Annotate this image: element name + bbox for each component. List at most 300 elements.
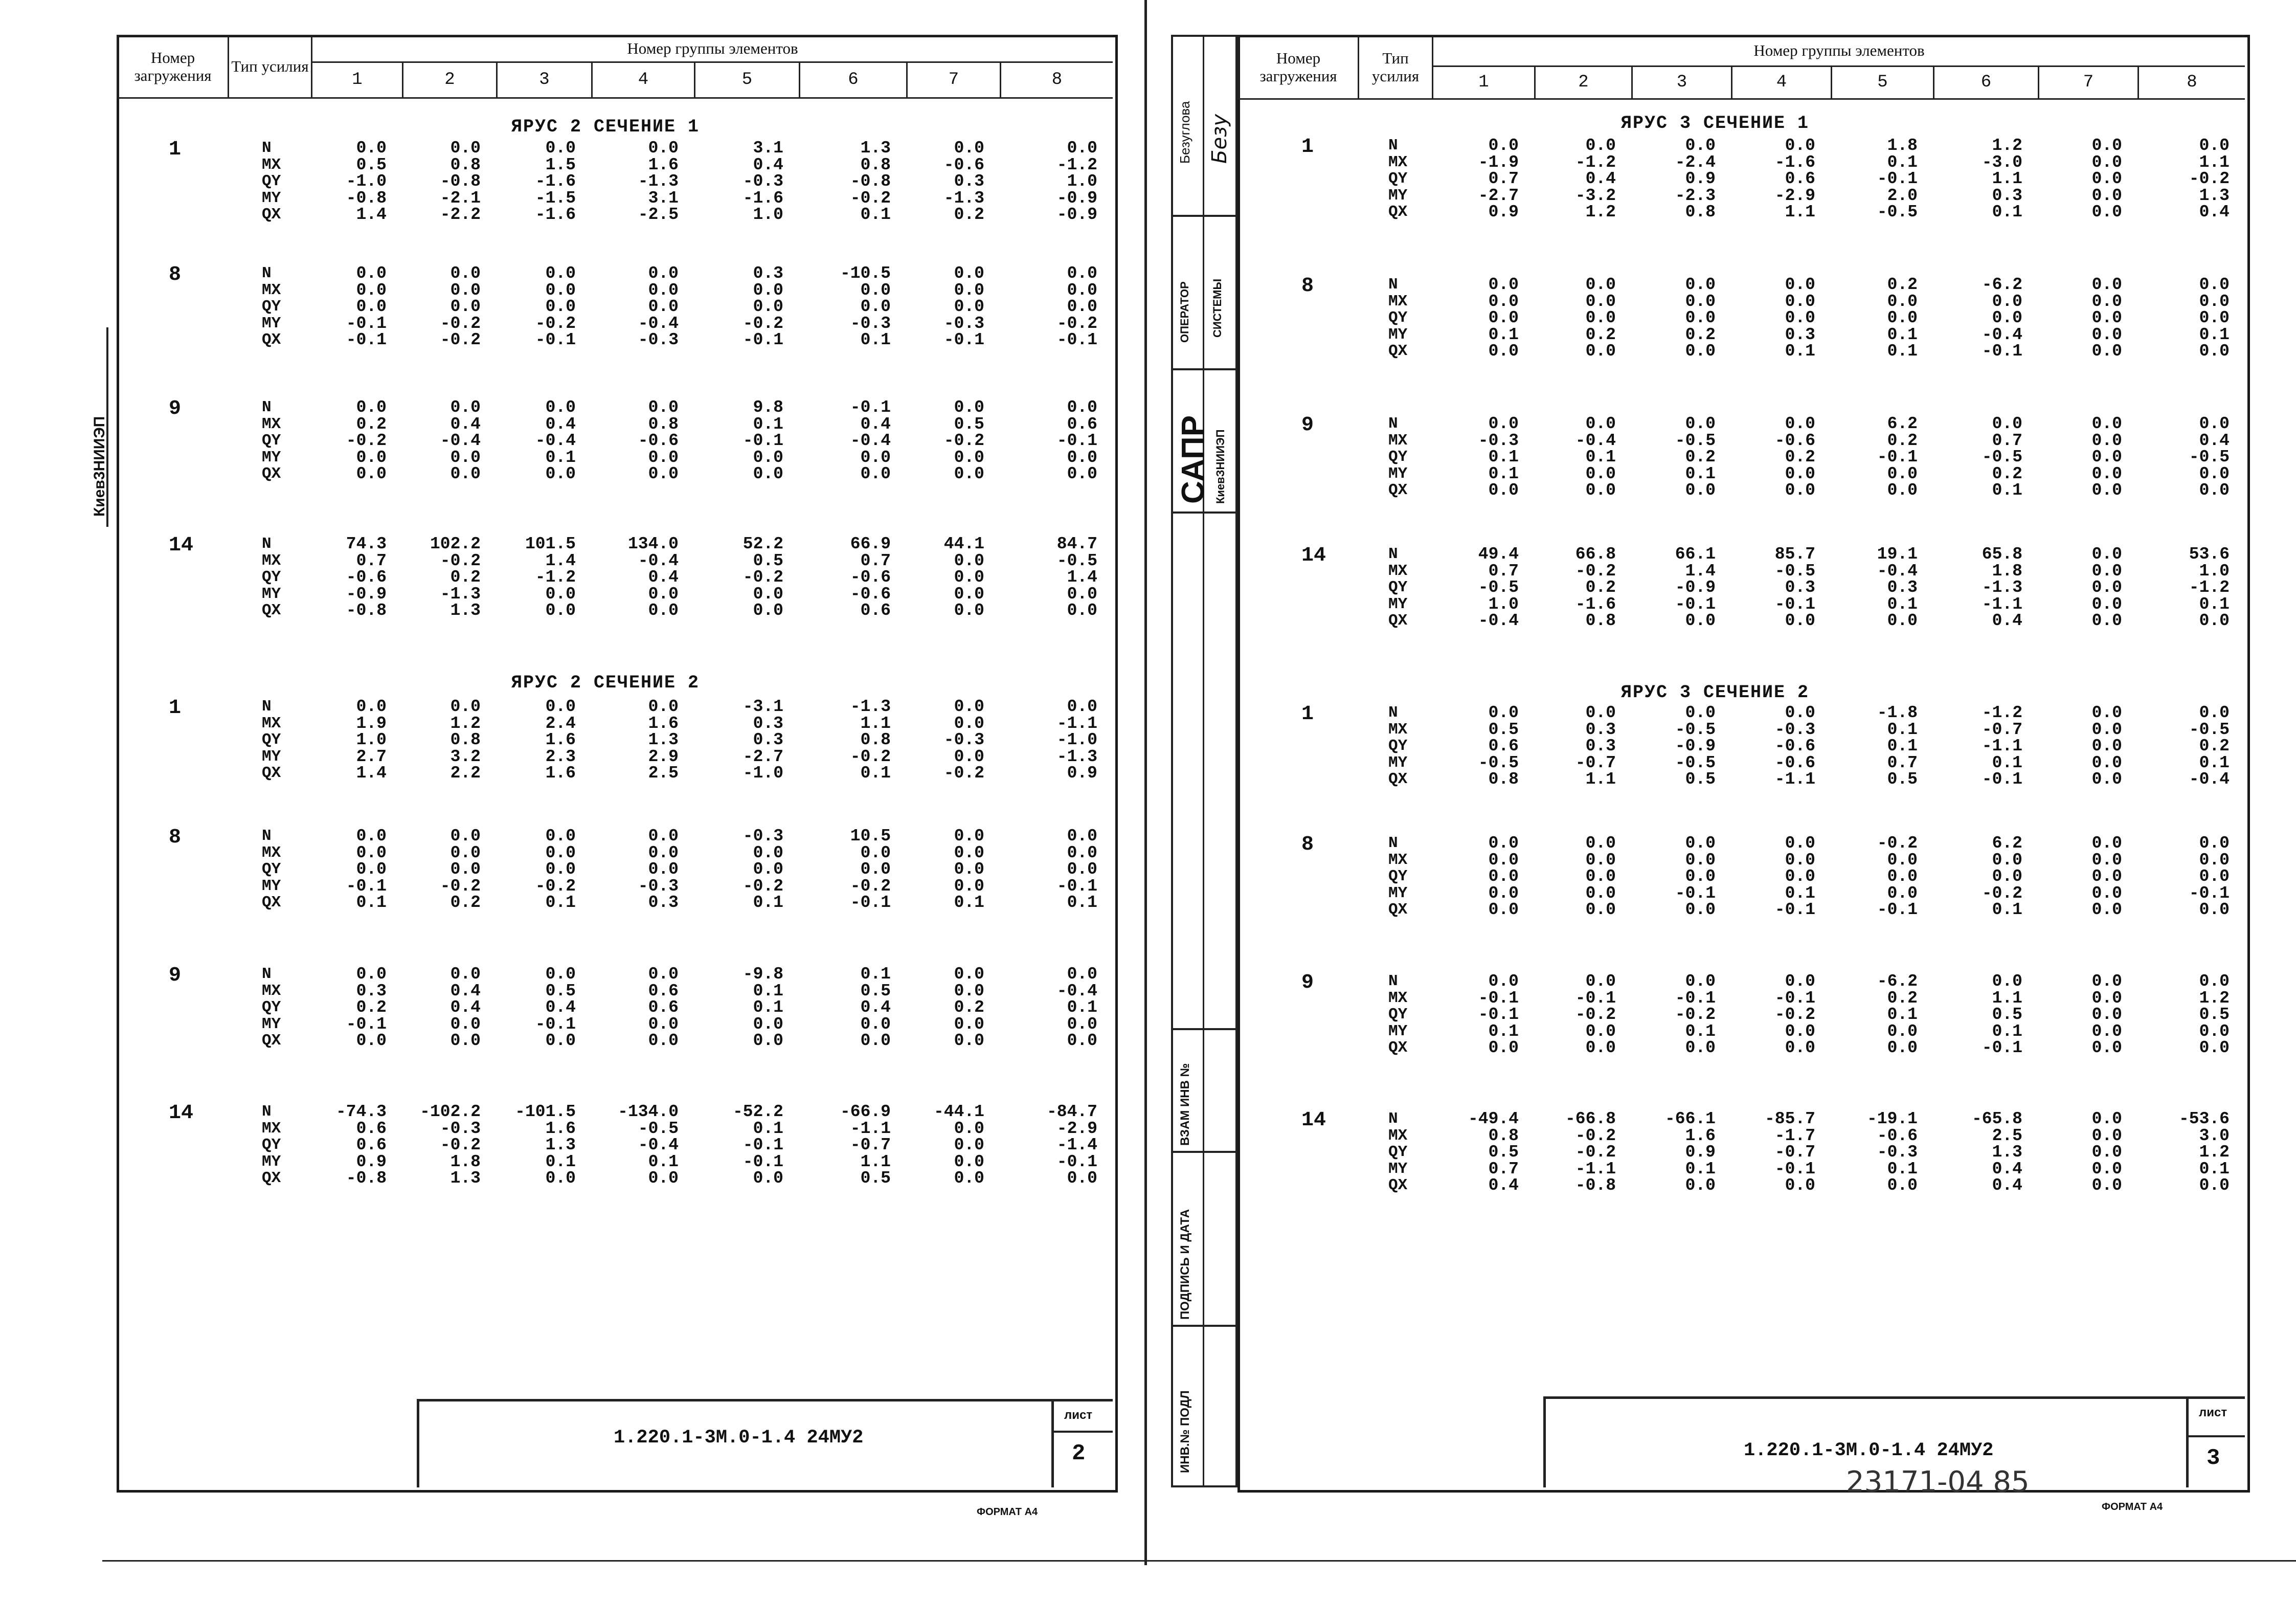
table-cell-value: 0.1: [1488, 325, 1519, 344]
table-cell-value: 0.1: [1992, 203, 2022, 221]
table-cell-value: 0.1: [2199, 325, 2230, 344]
table-cell-value: 102.2: [430, 535, 481, 553]
force-type-label: MX: [262, 1119, 281, 1138]
table-cell-value: 0.0: [356, 1031, 387, 1050]
table-cell-value: 0.5: [545, 981, 576, 1000]
table-cell-value: -1.2: [2189, 578, 2230, 597]
table-cell-value: 0.3: [1887, 578, 1918, 597]
table-cell-value: 0.8: [1488, 770, 1519, 789]
table-cell-value: 10.5: [850, 827, 891, 846]
table-cell-value: 0.0: [2091, 1159, 2122, 1178]
stamp-column-mid: [1203, 35, 1204, 1487]
table-cell-value: 0.0: [1887, 308, 1918, 327]
table-cell-value: 1.1: [860, 1152, 891, 1171]
table-cell-value: 0.0: [954, 264, 984, 283]
bottom-fold-line: [102, 1560, 2296, 1562]
force-type-label: MX: [262, 843, 281, 862]
table-cell-value: 0.0: [2199, 1176, 2230, 1195]
sheet-number: 3: [2207, 1445, 2220, 1471]
force-type-label: N: [262, 827, 272, 845]
table-cell-value: 0.0: [2199, 850, 2230, 870]
force-type-label: MX: [262, 714, 281, 732]
table-cell-value: 0.1: [860, 205, 891, 224]
force-type-label: N: [1388, 545, 1398, 563]
table-cell-value: 1.4: [1067, 568, 1097, 587]
table-cell-value: 0.0: [648, 280, 679, 300]
table-cell-value: 0.0: [860, 297, 891, 316]
table-cell-value: 0.0: [954, 876, 984, 896]
table-cell-value: -85.7: [1764, 1109, 1815, 1128]
table-cell-value: 0.0: [1585, 1021, 1616, 1041]
table-cell-value: 0.0: [954, 584, 984, 604]
header-col-8: 8: [1000, 61, 1113, 97]
force-type-label: QY: [1388, 170, 1408, 188]
header-col-1: 1: [311, 61, 402, 97]
table-cell-value: 0.0: [1488, 703, 1519, 722]
table-cell-value: 2.5: [648, 764, 679, 783]
force-type-label: N: [262, 965, 272, 983]
table-cell-value: 2.7: [356, 747, 387, 766]
section-title: ЯРУС 2 СЕЧЕНИЕ 2: [511, 673, 700, 693]
table-cell-value: 0.6: [356, 1119, 387, 1138]
table-cell-value: -0.9: [1675, 578, 1716, 597]
load-number: 14: [1301, 544, 1326, 567]
table-cell-value: 0.0: [1067, 264, 1097, 283]
load-number: 8: [1301, 833, 1314, 856]
table-cell-value: 0.0: [1585, 464, 1616, 483]
document-code: 1.220.1-3М.0-1.4 24МУ2: [1744, 1440, 1994, 1461]
table-cell-value: -6.2: [1877, 972, 1918, 991]
table-cell-value: 0.0: [753, 860, 783, 879]
table-cell-value: -10.5: [840, 264, 891, 283]
table-cell-value: -0.1: [346, 314, 387, 333]
table-cell-value: -1.4: [1056, 1136, 1097, 1154]
table-cell-value: 0.0: [1488, 834, 1519, 853]
force-type-label: QX: [1388, 770, 1408, 788]
table-cell-value: -9.8: [742, 965, 783, 984]
force-type-label: QX: [1388, 612, 1408, 630]
table-cell-value: -49.4: [1468, 1109, 1519, 1128]
table-cell-value: 0.0: [954, 697, 984, 716]
table-cell-value: 0.0: [1585, 900, 1616, 919]
load-number: 8: [169, 826, 182, 849]
table-cell-value: 0.0: [648, 827, 679, 846]
stamp-bezuglova: Безуглова: [1177, 101, 1192, 164]
table-cell-value: 0.8: [1585, 611, 1616, 630]
table-cell-value: 0.2: [1887, 275, 1918, 294]
table-cell-value: -0.4: [638, 551, 679, 570]
table-cell-value: -0.6: [1774, 753, 1815, 772]
table-cell-value: 0.0: [356, 827, 387, 846]
table-cell-value: 0.6: [648, 998, 679, 1017]
table-cell-value: 0.7: [1488, 561, 1519, 581]
table-cell-value: -0.6: [346, 568, 387, 587]
table-cell-value: 0.0: [1685, 292, 1716, 311]
table-cell-value: 0.0: [648, 860, 679, 879]
table-cell-value: 0.8: [1488, 1126, 1519, 1145]
table-cell-value: 0.0: [545, 1169, 576, 1188]
table-cell-value: -0.2: [1056, 314, 1097, 333]
table-cell-value: 0.3: [753, 730, 783, 749]
table-cell-value: -1.3: [440, 584, 481, 604]
table-cell-value: -0.1: [742, 1136, 783, 1154]
table-cell-value: -1.5: [535, 188, 576, 208]
table-cell-value: 0.0: [545, 584, 576, 604]
table-cell-value: 0.1: [1585, 448, 1616, 466]
table-cell-value: 0.0: [2091, 753, 2122, 772]
table-cell-value: 0.0: [2091, 325, 2122, 344]
table-cell-value: 0.9: [1685, 1143, 1716, 1162]
table-cell-value: 65.8: [1982, 545, 2022, 564]
table-cell-value: 0.0: [545, 843, 576, 862]
table-cell-value: -0.2: [440, 314, 481, 333]
table-cell-value: 0.0: [1585, 136, 1616, 155]
stamp-div-4: [1171, 1028, 1237, 1030]
stamp-vzam: ВЗАМ ИНВ №: [1178, 1063, 1192, 1146]
table-cell-value: 0.4: [860, 998, 891, 1017]
table-cell-value: -1.3: [638, 172, 679, 191]
force-type-label: N: [262, 1103, 272, 1121]
table-cell-value: 0.0: [860, 843, 891, 862]
table-cell-value: 85.7: [1774, 545, 1815, 564]
table-cell-value: 0.1: [954, 893, 984, 912]
table-cell-value: 0.7: [1887, 753, 1918, 772]
table-cell-value: 0.9: [356, 1152, 387, 1171]
table-cell-value: -2.7: [1478, 186, 1519, 205]
force-type-label: MY: [262, 189, 281, 207]
force-type-label: MY: [1388, 325, 1408, 344]
force-type-label: N: [262, 698, 272, 716]
table-cell-value: 0.3: [1585, 720, 1616, 739]
table-cell-value: 0.0: [2091, 431, 2122, 450]
table-cell-value: 0.0: [954, 297, 984, 316]
header-force-type: Тип усилия: [1358, 35, 1432, 98]
table-cell-value: 0.3: [1992, 186, 2022, 205]
table-cell-value: 0.0: [450, 297, 481, 316]
table-cell-value: -0.3: [638, 876, 679, 896]
table-cell-value: 0.0: [2199, 1038, 2230, 1057]
table-cell-value: -0.2: [2189, 169, 2230, 188]
table-cell-value: 0.0: [356, 843, 387, 862]
table-cell-value: -0.2: [346, 431, 387, 450]
table-cell-value: -0.3: [1774, 720, 1815, 739]
table-cell-value: 0.0: [356, 398, 387, 417]
table-cell-value: -0.2: [440, 551, 481, 570]
table-cell-value: 0.0: [450, 464, 481, 483]
table-cell-value: -1.1: [850, 1119, 891, 1138]
table-cell-value: 0.4: [545, 414, 576, 434]
table-cell-value: 0.0: [2091, 1109, 2122, 1128]
table-cell-value: -0.2: [440, 1136, 481, 1154]
table-cell-value: -0.1: [2189, 883, 2230, 903]
header-col-8: 8: [2137, 65, 2245, 98]
table-cell-value: 0.0: [1685, 867, 1716, 886]
force-type-label: N: [1388, 834, 1398, 852]
table-cell-value: 0.1: [753, 414, 783, 434]
table-cell-value: 0.0: [1785, 703, 1815, 722]
table-cell-value: -0.6: [850, 584, 891, 604]
table-cell-value: 0.0: [954, 139, 984, 158]
table-cell-value: 0.0: [2199, 611, 2230, 630]
table-cell-value: 0.0: [1488, 136, 1519, 155]
table-cell-value: 0.1: [1488, 1021, 1519, 1041]
table-cell-value: 0.0: [1685, 481, 1716, 500]
table-cell-value: -0.2: [850, 188, 891, 208]
header-col-2: 2: [402, 61, 496, 97]
table-cell-value: 0.1: [356, 893, 387, 912]
table-cell-value: -19.1: [1866, 1109, 1918, 1128]
table-cell-value: 0.0: [1585, 342, 1616, 361]
table-cell-value: -0.2: [1774, 1005, 1815, 1024]
left-margin-line: [106, 327, 108, 527]
table-cell-value: 0.8: [1685, 203, 1716, 221]
table-cell-value: 0.0: [2091, 545, 2122, 564]
table-cell-value: 0.0: [2091, 169, 2122, 188]
table-cell-value: 0.0: [2091, 308, 2122, 327]
force-type-label: MY: [1388, 464, 1408, 483]
table-cell-value: 0.0: [1585, 972, 1616, 991]
table-cell-value: 0.0: [860, 464, 891, 483]
table-cell-value: -102.2: [420, 1102, 481, 1121]
table-cell-value: 0.2: [450, 568, 481, 587]
force-type-label: MX: [1388, 851, 1408, 869]
table-cell-value: 0.9: [1488, 203, 1519, 221]
table-cell-value: 0.0: [1067, 280, 1097, 300]
force-type-label: MX: [262, 415, 281, 433]
table-cell-value: -0.8: [346, 188, 387, 208]
table-cell-value: 0.0: [356, 448, 387, 467]
table-cell-value: 0.0: [1685, 1176, 1716, 1195]
force-type-label: QX: [262, 894, 281, 911]
force-type-label: N: [1388, 137, 1398, 154]
table-cell-value: -1.6: [1774, 152, 1815, 172]
table-cell-value: -0.1: [1675, 883, 1716, 903]
table-cell-value: 0.0: [545, 697, 576, 716]
table-cell-value: 44.1: [943, 535, 984, 553]
force-type-label: QX: [1388, 481, 1408, 499]
table-cell-value: 0.1: [2199, 1159, 2230, 1178]
table-cell-value: 1.6: [648, 714, 679, 733]
table-cell-value: 0.1: [753, 893, 783, 912]
table-cell-value: 0.0: [2199, 275, 2230, 294]
table-cell-value: 0.0: [2091, 481, 2122, 500]
table-cell-value: 0.0: [2091, 737, 2122, 755]
table-cell-value: 0.0: [1067, 1169, 1097, 1188]
table-cell-value: -2.5: [638, 205, 679, 224]
table-cell-value: -0.1: [850, 893, 891, 912]
table-cell-value: 0.1: [1887, 152, 1918, 172]
table-cell-value: 0.3: [648, 893, 679, 912]
force-type-label: QY: [262, 432, 281, 450]
table-cell-value: 0.0: [860, 1031, 891, 1050]
table-cell-value: 0.5: [356, 155, 387, 174]
table-cell-value: -1.3: [850, 697, 891, 716]
table-cell-value: -0.2: [1877, 834, 1918, 853]
table-cell-value: 0.0: [1785, 867, 1815, 886]
table-cell-value: 0.7: [1488, 1159, 1519, 1178]
table-cell-value: 0.0: [450, 264, 481, 283]
table-cell-value: -0.2: [535, 314, 576, 333]
force-type-label: QX: [1388, 901, 1408, 919]
stamp-kiev: КиевЗНИИЭП: [1214, 429, 1227, 504]
table-cell-value: 0.0: [753, 1031, 783, 1050]
force-type-label: QY: [1388, 578, 1408, 596]
table-cell-value: -0.5: [1675, 431, 1716, 450]
table-cell-value: 0.0: [2091, 867, 2122, 886]
table-cell-value: 1.3: [2199, 186, 2230, 205]
table-cell-value: 0.0: [1887, 850, 1918, 870]
table-cell-value: 0.0: [450, 398, 481, 417]
table-cell-value: 0.0: [1685, 414, 1716, 433]
table-cell-value: 2.4: [545, 714, 576, 733]
header-bottom-line: [117, 97, 1113, 99]
table-cell-value: 0.0: [1887, 611, 1918, 630]
header-col-4: 4: [591, 61, 694, 97]
table-cell-value: 0.0: [1488, 414, 1519, 433]
table-cell-value: 3.1: [648, 188, 679, 208]
table-cell-value: 0.5: [1488, 720, 1519, 739]
table-cell-value: 1.8: [1992, 561, 2022, 581]
table-cell-value: -0.1: [535, 1014, 576, 1034]
table-cell-value: 0.0: [954, 981, 984, 1000]
load-number: 9: [1301, 971, 1314, 994]
table-cell-value: 1.3: [545, 1136, 576, 1154]
table-cell-value: 0.4: [753, 155, 783, 174]
table-cell-value: -66.9: [840, 1102, 891, 1121]
load-number: 1: [1301, 136, 1314, 159]
table-cell-value: -0.3: [943, 730, 984, 749]
table-cell-value: 0.0: [954, 747, 984, 766]
table-cell-value: 0.0: [2091, 414, 2122, 433]
table-cell-value: 1.5: [545, 155, 576, 174]
force-type-label: QX: [262, 764, 281, 782]
left-margin-stamp: Киев3НИИЭП: [91, 416, 108, 517]
table-cell-value: 0.1: [860, 965, 891, 984]
table-cell-value: 0.0: [648, 264, 679, 283]
table-cell-value: 1.1: [1992, 988, 2022, 1008]
table-cell-value: 0.0: [648, 584, 679, 604]
table-cell-value: 0.0: [648, 139, 679, 158]
table-cell-value: -0.1: [1877, 448, 1918, 466]
table-cell-value: 0.0: [1992, 867, 2022, 886]
table-cell-value: -0.2: [742, 876, 783, 896]
table-cell-value: 0.2: [1585, 578, 1616, 597]
table-cell-value: 0.1: [1785, 883, 1815, 903]
table-cell-value: 0.0: [1785, 972, 1815, 991]
table-cell-value: 0.0: [1992, 414, 2022, 433]
table-cell-value: -1.6: [742, 188, 783, 208]
table-cell-value: -0.9: [346, 584, 387, 604]
table-cell-value: -1.0: [346, 172, 387, 191]
header-col-6: 6: [1933, 65, 2038, 98]
force-type-label: MX: [1388, 292, 1408, 310]
table-cell-value: -0.2: [1575, 1126, 1616, 1145]
table-cell-value: 0.4: [450, 981, 481, 1000]
table-cell-value: 0.0: [1887, 1021, 1918, 1041]
table-cell-value: -44.1: [933, 1102, 984, 1121]
table-cell-value: -0.5: [1675, 753, 1716, 772]
force-type-label: QY: [262, 298, 281, 316]
table-cell-value: 0.0: [1785, 464, 1815, 483]
table-cell-value: 0.0: [1067, 601, 1097, 620]
table-cell-value: 0.0: [2199, 834, 2230, 853]
table-cell-value: 0.2: [954, 998, 984, 1017]
table-cell-value: 2.5: [1992, 1126, 2022, 1145]
table-cell-value: -0.8: [440, 172, 481, 191]
table-cell-value: -0.9: [1056, 188, 1097, 208]
table-cell-value: 0.0: [1785, 1038, 1815, 1057]
table-cell-value: 0.0: [1067, 965, 1097, 984]
table-cell-value: 1.0: [1488, 594, 1519, 614]
table-cell-value: 0.0: [356, 280, 387, 300]
table-cell-value: 1.0: [2199, 561, 2230, 581]
table-cell-value: 0.0: [2091, 578, 2122, 597]
sheet-box-line: [2186, 1396, 2189, 1487]
sheet-box-mid: [1051, 1431, 1113, 1433]
table-cell-value: -0.6: [1774, 737, 1815, 755]
table-cell-value: 0.0: [450, 1014, 481, 1034]
table-cell-value: -1.0: [1056, 730, 1097, 749]
table-cell-value: -0.2: [1575, 561, 1616, 581]
table-cell-value: 0.0: [954, 280, 984, 300]
table-cell-value: 0.4: [545, 998, 576, 1017]
table-cell-value: 0.0: [860, 1014, 891, 1034]
table-cell-value: 0.0: [648, 843, 679, 862]
table-cell-value: 6.2: [1992, 834, 2022, 853]
load-number: 9: [1301, 414, 1314, 437]
table-cell-value: -1.2: [1982, 703, 2022, 722]
table-cell-value: -0.8: [346, 1169, 387, 1188]
header-col-5: 5: [1831, 65, 1933, 98]
table-cell-value: 0.0: [450, 843, 481, 862]
table-cell-value: 66.1: [1675, 545, 1716, 564]
table-cell-value: 0.0: [2091, 186, 2122, 205]
table-cell-value: 0.0: [2091, 136, 2122, 155]
table-cell-value: -0.2: [1982, 883, 2022, 903]
table-cell-value: 0.0: [450, 139, 481, 158]
table-cell-value: -0.4: [850, 431, 891, 450]
force-type-label: MX: [1388, 989, 1408, 1007]
force-type-label: QY: [262, 172, 281, 190]
table-cell-value: -0.5: [638, 1119, 679, 1138]
table-cell-value: 0.0: [1067, 697, 1097, 716]
table-cell-value: 0.1: [1488, 464, 1519, 483]
table-cell-value: -0.5: [1877, 203, 1918, 221]
force-type-label: MX: [1388, 562, 1408, 580]
table-cell-value: -0.6: [850, 568, 891, 587]
force-type-label: QX: [262, 465, 281, 483]
table-cell-value: 0.0: [1685, 834, 1716, 853]
table-cell-value: 0.0: [2199, 464, 2230, 483]
table-cell-value: 3.2: [450, 747, 481, 766]
document-code: 1.220.1-3М.0-1.4 24МУ2: [614, 1427, 864, 1449]
table-cell-value: -1.9: [1478, 152, 1519, 172]
table-cell-value: 0.1: [1685, 1159, 1716, 1178]
force-type-label: MX: [262, 982, 281, 1000]
header-group-number: Номер группы элементов: [1432, 35, 2245, 65]
stamp-sapr: САПР: [1176, 415, 1211, 504]
table-cell-value: 0.1: [753, 1119, 783, 1138]
table-cell-value: 0.0: [1585, 414, 1616, 433]
table-cell-value: 1.3: [1992, 1143, 2022, 1162]
stamp-podpis: ПОДПИСЬ И ДАТА: [1178, 1209, 1192, 1320]
table-cell-value: -0.7: [850, 1136, 891, 1154]
table-cell-value: 0.0: [1585, 867, 1616, 886]
table-cell-value: 0.0: [753, 464, 783, 483]
table-cell-value: -0.2: [1675, 1005, 1716, 1024]
table-cell-value: 74.3: [346, 535, 387, 553]
table-cell-value: 0.4: [450, 998, 481, 1017]
